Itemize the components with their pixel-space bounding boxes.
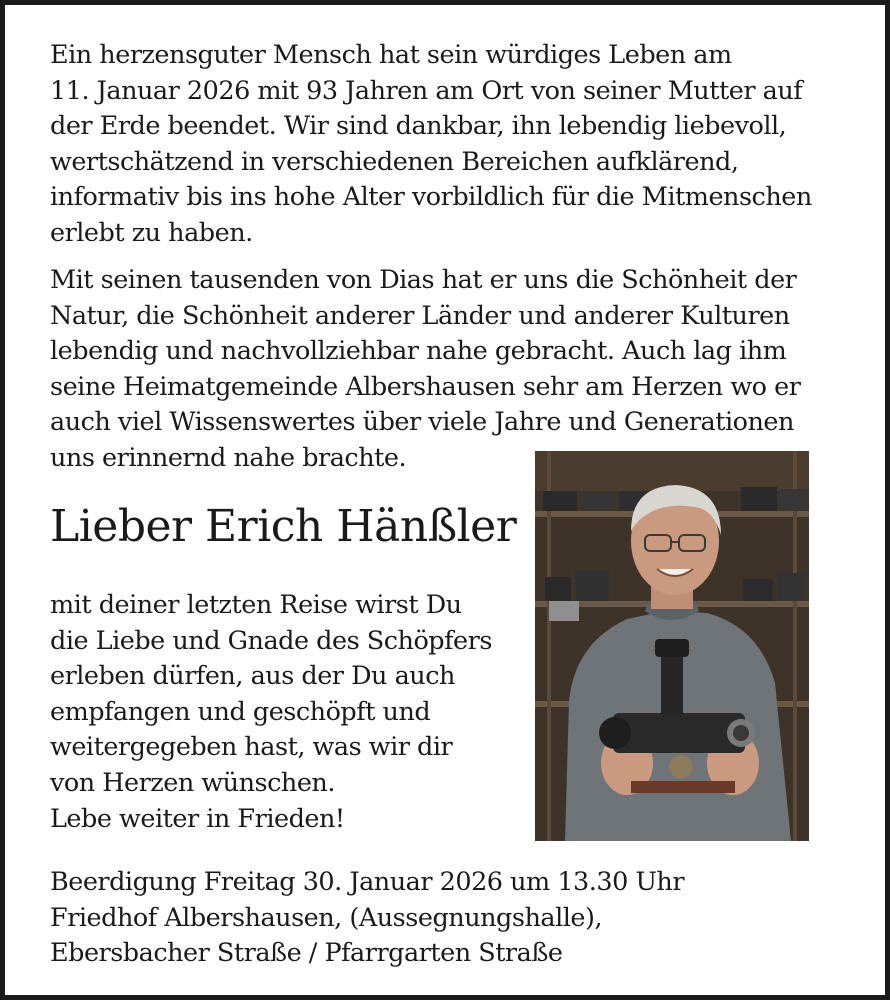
portrait-photo [535, 451, 809, 841]
deceased-name-heading: Lieber Erich Hänßler [50, 501, 517, 552]
memory-paragraph: Mit seinen tausenden von Dias hat er uns die Schönheit der Natur, die Schönheit anderer Länder und anderer Kulturen lebendig und nachvollziehbar nahe gebracht. Auch lag ihm seine Heimatgemeinde Albershausen sehr am Herzen wo er auch viel Wissenswertes über viele Jahre und Generationen uns erinnernd nahe brachte. [50, 265, 801, 473]
farewell-verse: mit deiner letzten Reise wirst Du die Liebe und Gnade des Schöpfers erleben dürfen, aus der Du auch empfangen und geschöpft und weitergegeben hast, was wir dir von Herzen wünschen. Lebe weiter in Frieden! [50, 590, 492, 834]
funeral-details: Beerdigung Freitag 30. Januar 2026 um 13.30 Uhr Friedhof Albershausen, (Aussegnungshalle), Ebersbacher Straße / Pfarrgarten Straße [50, 867, 685, 969]
portrait-photo-illustration [535, 451, 809, 841]
intro-paragraph: Ein herzensguter Mensch hat sein würdiges Leben am 11. Januar 2026 mit 93 Jahren am Ort von seiner Mutter auf der Erde beendet. Wir sind dankbar, ihn lebendig liebevoll, wertschätzend in verschiedenen Bereichen aufklärend, informativ bis ins hohe Alter vorbildlich für die Mitmenschen erlebt zu haben. [50, 40, 812, 248]
